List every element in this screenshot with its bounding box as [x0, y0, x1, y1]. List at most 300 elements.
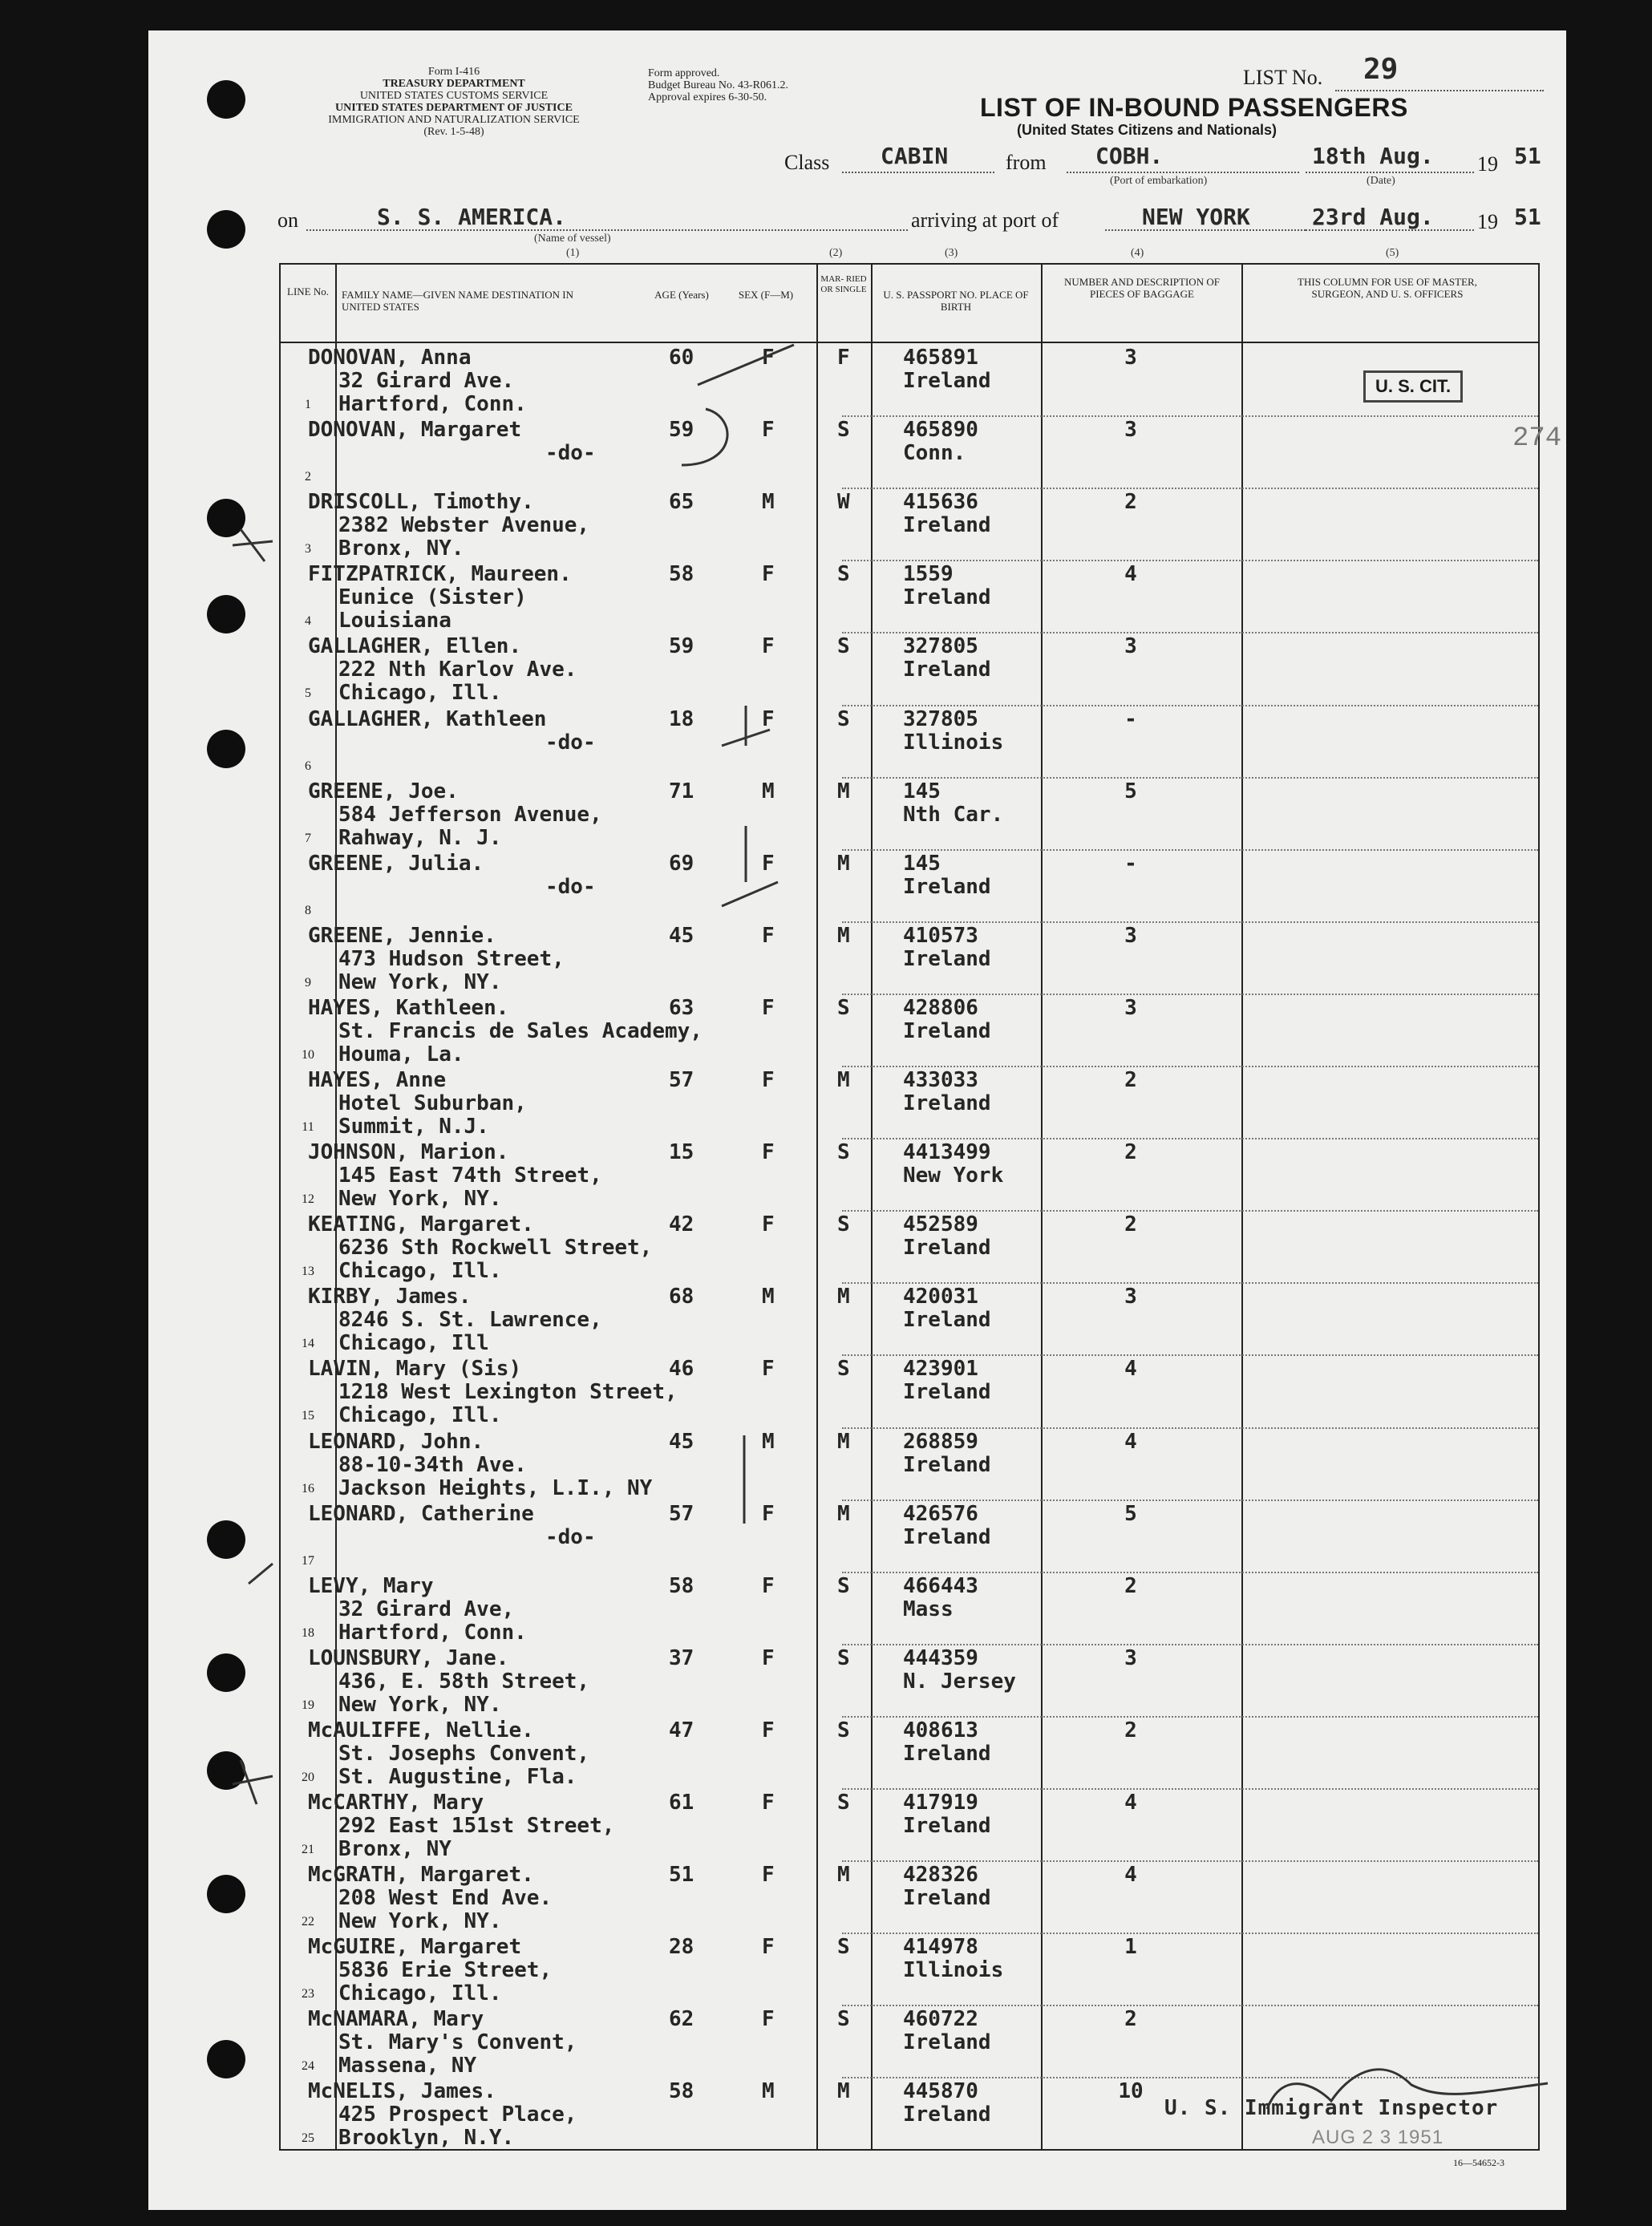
- sex: F: [762, 1718, 775, 1742]
- address-line-1: 425 Prospect Place,: [338, 2103, 577, 2127]
- place-of-birth: N. Jersey: [903, 1669, 1016, 1694]
- arrival-year-prefix: 19: [1477, 210, 1498, 233]
- address-line-1: 6236 Sth Rockwell Street,: [338, 1236, 653, 1261]
- baggage-count: -: [1124, 851, 1137, 876]
- place-of-birth: Nth Car.: [903, 802, 1004, 827]
- passenger-name: FITZPATRICK, Maureen.: [308, 562, 572, 587]
- line-number: 15: [302, 1409, 314, 1423]
- sex: M: [762, 2079, 775, 2104]
- sex: F: [762, 1501, 775, 1526]
- departure-date: 18th Aug.: [1312, 143, 1434, 169]
- header-passport: U. S. PASSPORT NO. PLACE OF BIRTH: [883, 289, 1029, 313]
- list-number-label: LIST No.: [1243, 66, 1323, 89]
- age: 18: [669, 706, 694, 731]
- age: 60: [669, 346, 694, 370]
- place-of-birth: Ireland: [903, 1380, 991, 1405]
- age: 71: [669, 779, 694, 803]
- age: 45: [669, 923, 694, 948]
- passport-number: 428806: [903, 995, 978, 1020]
- address-line-1: 2382 Webster Avenue,: [338, 513, 590, 538]
- passport-number: 444359: [903, 1645, 978, 1670]
- approval-line-1: Form approved.: [648, 67, 720, 79]
- sex: F: [762, 2007, 775, 2032]
- passenger-name: GREENE, Julia.: [308, 851, 484, 876]
- baggage-count: 3: [1124, 1645, 1137, 1670]
- place-of-birth: Ireland: [903, 1018, 991, 1043]
- address-line-2: Brooklyn, N.Y.: [338, 2126, 515, 2151]
- marital-status: S: [837, 1357, 850, 1382]
- sex: F: [762, 1357, 775, 1382]
- passport-number: 410573: [903, 923, 978, 948]
- passport-number: 1559: [903, 562, 954, 587]
- bracket-mark: [682, 409, 727, 465]
- place-of-birth: Ireland: [903, 1814, 991, 1838]
- address-line-2: New York, NY.: [338, 969, 502, 994]
- address-line-2: Louisiana: [338, 609, 451, 633]
- marital-status: M: [837, 1501, 850, 1526]
- sex: F: [762, 1573, 775, 1598]
- header-line-no: LINE No.: [287, 285, 329, 297]
- sex: F: [762, 418, 775, 443]
- age: 47: [669, 1718, 694, 1742]
- baggage-count: 3: [1124, 418, 1137, 443]
- age: 58: [669, 2079, 694, 2104]
- passport-number: 415636: [903, 490, 978, 515]
- passenger-name: GALLAGHER, Ellen.: [308, 634, 522, 659]
- marital-status: M: [837, 1285, 850, 1309]
- marital-status: M: [837, 779, 850, 803]
- baggage-count: 3: [1124, 1285, 1137, 1309]
- line-number: 2: [305, 470, 311, 484]
- passport-number: 465891: [903, 346, 978, 370]
- place-of-birth: Ireland: [903, 1741, 991, 1766]
- line-number: 14: [302, 1337, 314, 1351]
- age: 69: [669, 851, 694, 876]
- passenger-name: HAYES, Kathleen.: [308, 995, 509, 1020]
- passenger-name: DRISCOLL, Timothy.: [308, 490, 534, 515]
- embark-caption: (Port of embarkation): [1110, 175, 1208, 187]
- baggage-count: 1: [1124, 1935, 1137, 1960]
- age: 59: [669, 634, 694, 659]
- sex: M: [762, 1429, 775, 1454]
- passenger-name: McGRATH, Margaret.: [308, 1863, 534, 1888]
- address-line-2: Bronx, NY.: [338, 536, 464, 561]
- ins-service: IMMIGRATION AND NATURALIZATION SERVICE: [328, 114, 580, 126]
- age: 63: [669, 995, 694, 1020]
- passport-number: 145: [903, 851, 941, 876]
- line-number: 5: [305, 686, 311, 701]
- passport-number: 414978: [903, 1935, 978, 1960]
- arrival-year: 51: [1514, 204, 1541, 230]
- passport-number: 428326: [903, 1863, 978, 1888]
- sex: F: [762, 1791, 775, 1815]
- sex: M: [762, 779, 775, 803]
- place-of-birth: Conn.: [903, 441, 966, 466]
- line-number: 6: [305, 759, 311, 773]
- sex: F: [762, 851, 775, 876]
- address-line-1: -do-: [545, 1524, 596, 1549]
- marital-status: S: [837, 1935, 850, 1960]
- marital-status: S: [837, 418, 850, 443]
- address-line-2: Houma, La.: [338, 1042, 464, 1066]
- address-line-1: -do-: [545, 874, 596, 899]
- age: 68: [669, 1285, 694, 1309]
- marital-status: S: [837, 1140, 850, 1165]
- age: 51: [669, 1863, 694, 1888]
- us-citizen-stamp: U. S. CIT.: [1363, 370, 1463, 403]
- place-of-birth: Ireland: [903, 2103, 991, 2127]
- marital-status: S: [837, 2007, 850, 2032]
- margin-number: 274: [1512, 423, 1562, 454]
- vessel-caption: (Name of vessel): [534, 233, 611, 245]
- passport-number: 268859: [903, 1429, 978, 1454]
- date-caption: (Date): [1367, 175, 1395, 187]
- passport-number: 460722: [903, 2007, 978, 2032]
- form-number: Form I-416: [427, 66, 480, 78]
- age: 28: [669, 1935, 694, 1960]
- address-line-1: 292 East 151st Street,: [338, 1814, 615, 1838]
- line-number: 13: [302, 1265, 314, 1279]
- marital-status: S: [837, 706, 850, 731]
- passenger-name: GREENE, Jennie.: [308, 923, 496, 948]
- line-number: 21: [302, 1843, 314, 1856]
- line-number: 7: [305, 831, 311, 845]
- baggage-count: 5: [1124, 779, 1137, 803]
- sex: F: [762, 1140, 775, 1165]
- marital-status: M: [837, 2079, 850, 2104]
- inspector-signature: [1267, 2070, 1548, 2109]
- header-officers: THIS COLUMN FOR USE OF MASTER, SURGEON, AND U. S. OFFICERS: [1298, 276, 1477, 300]
- age: 61: [669, 1791, 694, 1815]
- line-number: 11: [302, 1120, 314, 1134]
- marital-status: S: [837, 1718, 850, 1742]
- passport-number: 417919: [903, 1791, 978, 1815]
- passport-number: 426576: [903, 1501, 978, 1526]
- age: 42: [669, 1212, 694, 1237]
- baggage-count: 2: [1124, 1068, 1137, 1092]
- baggage-count: 2: [1124, 1718, 1137, 1742]
- arriving-label: arriving at port of: [911, 208, 1059, 232]
- sex: F: [762, 923, 775, 948]
- address-line-1: 145 East 74th Street,: [338, 1164, 602, 1188]
- address-line-1: 436, E. 58th Street,: [338, 1669, 590, 1694]
- passenger-name: GREENE, Joe.: [308, 779, 459, 803]
- address-line-1: 473 Hudson Street,: [338, 946, 565, 971]
- inspector-date-stamp: AUG 2 3 1951: [1312, 2127, 1444, 2148]
- line-number: 20: [302, 1770, 314, 1784]
- marital-status: S: [837, 634, 850, 659]
- header-name: FAMILY NAME—GIVEN NAME DESTINATION IN UNITED STATES: [342, 289, 574, 313]
- line-number: 10: [302, 1047, 314, 1062]
- passenger-name: KIRBY, James.: [308, 1285, 472, 1309]
- baggage-count: 3: [1124, 923, 1137, 948]
- place-of-birth: Ireland: [903, 1091, 991, 1115]
- address-line-1: 32 Girard Ave,: [338, 1597, 515, 1621]
- address-line-1: Eunice (Sister): [338, 585, 527, 610]
- age: 65: [669, 490, 694, 515]
- marital-status: S: [837, 1645, 850, 1670]
- baggage-count: 5: [1124, 1501, 1137, 1526]
- departure-year: 51: [1514, 143, 1541, 169]
- place-of-birth: Ireland: [903, 513, 991, 538]
- passenger-name: McNAMARA, Mary: [308, 2007, 484, 2032]
- sex: M: [762, 1285, 775, 1309]
- sex: F: [762, 1212, 775, 1237]
- age: 58: [669, 1573, 694, 1598]
- embark-port: COBH.: [1095, 143, 1164, 169]
- address-line-2: Bronx, NY: [338, 1837, 451, 1861]
- sex: M: [762, 490, 775, 515]
- address-line-1: St. Josephs Convent,: [338, 1741, 590, 1766]
- place-of-birth: Illinois: [903, 730, 1004, 755]
- passport-number: 433033: [903, 1068, 978, 1092]
- passenger-name: McCARTHY, Mary: [308, 1791, 484, 1815]
- address-line-2: St. Augustine, Fla.: [338, 1764, 577, 1789]
- check-mark: [722, 882, 778, 906]
- line-number: 25: [302, 2131, 314, 2146]
- header-age: AGE (Years): [654, 289, 709, 301]
- passport-number: 465890: [903, 418, 978, 443]
- plus-mark: [233, 1760, 273, 1804]
- line-number: 9: [305, 975, 311, 990]
- list-number: 29: [1363, 53, 1399, 86]
- place-of-birth: Illinois: [903, 1958, 1004, 1983]
- marital-status: M: [837, 851, 850, 876]
- justice-dept: UNITED STATES DEPARTMENT OF JUSTICE: [335, 102, 573, 114]
- passenger-name: DONOVAN, Anna: [308, 346, 472, 370]
- address-line-1: Hotel Suburban,: [338, 1091, 527, 1115]
- place-of-birth: Ireland: [903, 946, 991, 971]
- sex: F: [762, 995, 775, 1020]
- marital-status: S: [837, 1212, 850, 1237]
- baggage-count: -: [1124, 706, 1137, 731]
- passenger-name: LAVIN, Mary (Sis): [308, 1357, 522, 1382]
- baggage-count: 10: [1118, 2079, 1144, 2104]
- passenger-name: McGUIRE, Margaret: [308, 1935, 522, 1960]
- passenger-name: LOUNSBURY, Jane.: [308, 1645, 509, 1670]
- address-line-1: 1218 West Lexington Street,: [338, 1380, 678, 1405]
- place-of-birth: Ireland: [903, 585, 991, 610]
- sex: F: [762, 1935, 775, 1960]
- from-label: from: [1006, 151, 1047, 174]
- line-number: 3: [305, 542, 311, 556]
- line-number: 22: [302, 1915, 314, 1929]
- address-line-2: Jackson Heights, L.I., NY: [338, 1475, 653, 1500]
- address-line-2: Summit, N.J.: [338, 1115, 489, 1139]
- sex: F: [762, 706, 775, 731]
- marital-status: M: [837, 923, 850, 948]
- sex: F: [762, 1068, 775, 1092]
- class-label: Class: [784, 151, 830, 174]
- age: 58: [669, 562, 694, 587]
- place-of-birth: Ireland: [903, 1236, 991, 1261]
- place-of-birth: Ireland: [903, 1308, 991, 1333]
- address-line-1: 8246 S. St. Lawrence,: [338, 1308, 602, 1333]
- passport-number: 408613: [903, 1718, 978, 1742]
- on-label: on: [277, 208, 298, 232]
- age: 59: [669, 418, 694, 443]
- address-line-2: Chicago, Ill: [338, 1331, 489, 1356]
- customs-service: UNITED STATES CUSTOMS SERVICE: [359, 90, 549, 102]
- baggage-count: 4: [1124, 1429, 1137, 1454]
- address-line-2: New York, NY.: [338, 1187, 502, 1212]
- line-number: 17: [302, 1553, 314, 1568]
- place-of-birth: Mass: [903, 1597, 954, 1621]
- marital-status: W: [837, 490, 850, 515]
- line-number: 16: [302, 1481, 314, 1495]
- address-line-1: 222 Nth Karlov Ave.: [338, 658, 577, 682]
- address-line-2: Rahway, N. J.: [338, 825, 502, 850]
- baggage-count: 4: [1124, 1863, 1137, 1888]
- vessel-col-number: (1): [566, 247, 580, 259]
- marital-status: F: [837, 346, 850, 370]
- place-of-birth: Ireland: [903, 874, 991, 899]
- sex: F: [762, 1645, 775, 1670]
- place-of-birth: Ireland: [903, 1452, 991, 1477]
- passport-number: 327805: [903, 706, 978, 731]
- arrival-date: 23rd Aug.: [1312, 204, 1434, 230]
- address-line-1: 32 Girard Ave.: [338, 369, 515, 393]
- address-line-1: St. Mary's Convent,: [338, 2030, 577, 2055]
- line-number: 19: [302, 1698, 314, 1712]
- address-line-1: -do-: [545, 441, 596, 466]
- place-of-birth: Ireland: [903, 658, 991, 682]
- address-line-2: New York, NY.: [338, 1909, 502, 1934]
- year-prefix: 19: [1477, 152, 1498, 176]
- address-line-2: Hartford, Conn.: [338, 392, 527, 416]
- baggage-count: 2: [1124, 1140, 1137, 1165]
- baggage-count: 3: [1124, 995, 1137, 1020]
- page-subtitle: (United States Citizens and Nationals): [1017, 122, 1277, 138]
- age: 15: [669, 1140, 694, 1165]
- sex: F: [762, 346, 775, 370]
- passenger-name: HAYES, Anne: [308, 1068, 447, 1092]
- passenger-name: McNELIS, James.: [308, 2079, 496, 2104]
- passport-number: 420031: [903, 1285, 978, 1309]
- col-number-4: (4): [1131, 247, 1144, 259]
- line-number: 8: [305, 903, 311, 917]
- passenger-name: DONOVAN, Margaret: [308, 418, 522, 443]
- address-line-2: Massena, NY: [338, 2054, 477, 2078]
- passenger-name: LEONARD, John.: [308, 1429, 484, 1454]
- passport-number: 445870: [903, 2079, 978, 2104]
- marital-status: M: [837, 1863, 850, 1888]
- passport-number: 4413499: [903, 1140, 991, 1165]
- class-value: CABIN: [881, 143, 949, 169]
- place-of-birth: Ireland: [903, 1524, 991, 1549]
- sex: F: [762, 1863, 775, 1888]
- marital-status: M: [837, 1429, 850, 1454]
- address-line-2: Hartford, Conn.: [338, 1620, 527, 1645]
- place-of-birth: New York: [903, 1164, 1004, 1188]
- arrival-port: NEW YORK: [1142, 204, 1250, 230]
- header-marital: MAR- RIED OR SINGLE: [820, 274, 867, 294]
- approval-line-2: Budget Bureau No. 43-R061.2.: [648, 79, 788, 91]
- passenger-name: LEONARD, Catherine: [308, 1501, 534, 1526]
- baggage-count: 2: [1124, 1212, 1137, 1237]
- line-number: 18: [302, 1625, 314, 1640]
- baggage-count: 2: [1124, 490, 1137, 515]
- plus-mark: [249, 1564, 273, 1584]
- approval-line-3: Approval expires 6-30-50.: [648, 91, 767, 103]
- baggage-count: 2: [1124, 1573, 1137, 1598]
- header-sex: SEX (F—M): [738, 289, 794, 301]
- line-number: 23: [302, 1987, 314, 2001]
- sex: F: [762, 634, 775, 659]
- age: 46: [669, 1357, 694, 1382]
- address-line-2: Chicago, Ill.: [338, 1403, 502, 1428]
- address-line-1: 88-10-34th Ave.: [338, 1452, 527, 1477]
- baggage-count: 4: [1124, 1791, 1137, 1815]
- sex: F: [762, 562, 775, 587]
- passenger-name: KEATING, Margaret.: [308, 1212, 534, 1237]
- line-number: 1: [305, 398, 311, 411]
- marital-status: S: [837, 995, 850, 1020]
- inspector-label: U. S. Immigrant Inspector: [1164, 2096, 1499, 2120]
- baggage-count: 2: [1124, 2007, 1137, 2032]
- address-line-1: -do-: [545, 730, 596, 755]
- age: 57: [669, 1068, 694, 1092]
- passenger-name: McAULIFFE, Nellie.: [308, 1718, 534, 1742]
- marital-status: S: [837, 1573, 850, 1598]
- marital-status: S: [837, 562, 850, 587]
- marital-status: M: [837, 1068, 850, 1092]
- place-of-birth: Ireland: [903, 2030, 991, 2055]
- address-line-2: Chicago, Ill.: [338, 1981, 502, 2006]
- passenger-name: LEVY, Mary: [308, 1573, 434, 1598]
- address-line-2: Chicago, Ill.: [338, 1259, 502, 1284]
- col-number-3: (3): [945, 247, 958, 259]
- address-line-1: St. Francis de Sales Academy,: [338, 1018, 703, 1043]
- form-code: 16—54652-3: [1453, 2157, 1504, 2168]
- age: 45: [669, 1429, 694, 1454]
- passenger-name: GALLAGHER, Kathleen: [308, 706, 547, 731]
- age: 37: [669, 1645, 694, 1670]
- passenger-name: JOHNSON, Marion.: [308, 1140, 509, 1165]
- address-line-1: 208 West End Ave.: [338, 1886, 553, 1911]
- line-number: 4: [305, 614, 311, 629]
- header-baggage: NUMBER AND DESCRIPTION OF PIECES OF BAGGAGE: [1064, 276, 1220, 300]
- plus-mark: [233, 529, 273, 561]
- age: 62: [669, 2007, 694, 2032]
- baggage-count: 3: [1124, 346, 1137, 370]
- line-number: 12: [302, 1192, 314, 1207]
- passport-number: 466443: [903, 1573, 978, 1598]
- place-of-birth: Ireland: [903, 369, 991, 393]
- form-revision: (Rev. 1-5-48): [423, 126, 484, 138]
- check-mark: [698, 345, 794, 385]
- place-of-birth: Ireland: [903, 1886, 991, 1911]
- treasury-dept: TREASURY DEPARTMENT: [383, 78, 525, 90]
- baggage-count: 4: [1124, 1357, 1137, 1382]
- line-number: 24: [302, 2059, 314, 2074]
- address-line-1: 5836 Erie Street,: [338, 1958, 553, 1983]
- passport-number: 145: [903, 779, 941, 803]
- col-number-2: (2): [829, 247, 843, 259]
- age: 57: [669, 1501, 694, 1526]
- address-line-2: Chicago, Ill.: [338, 681, 502, 706]
- page-title: LIST OF IN-BOUND PASSENGERS: [980, 93, 1408, 122]
- passport-number: 423901: [903, 1357, 978, 1382]
- baggage-count: 4: [1124, 562, 1137, 587]
- vessel-name: S. S. AMERICA.: [377, 204, 567, 230]
- baggage-count: 3: [1124, 634, 1137, 659]
- passport-number: 452589: [903, 1212, 978, 1237]
- passport-number: 327805: [903, 634, 978, 659]
- address-line-1: 584 Jefferson Avenue,: [338, 802, 602, 827]
- col-number-5: (5): [1386, 247, 1399, 259]
- marital-status: S: [837, 1791, 850, 1815]
